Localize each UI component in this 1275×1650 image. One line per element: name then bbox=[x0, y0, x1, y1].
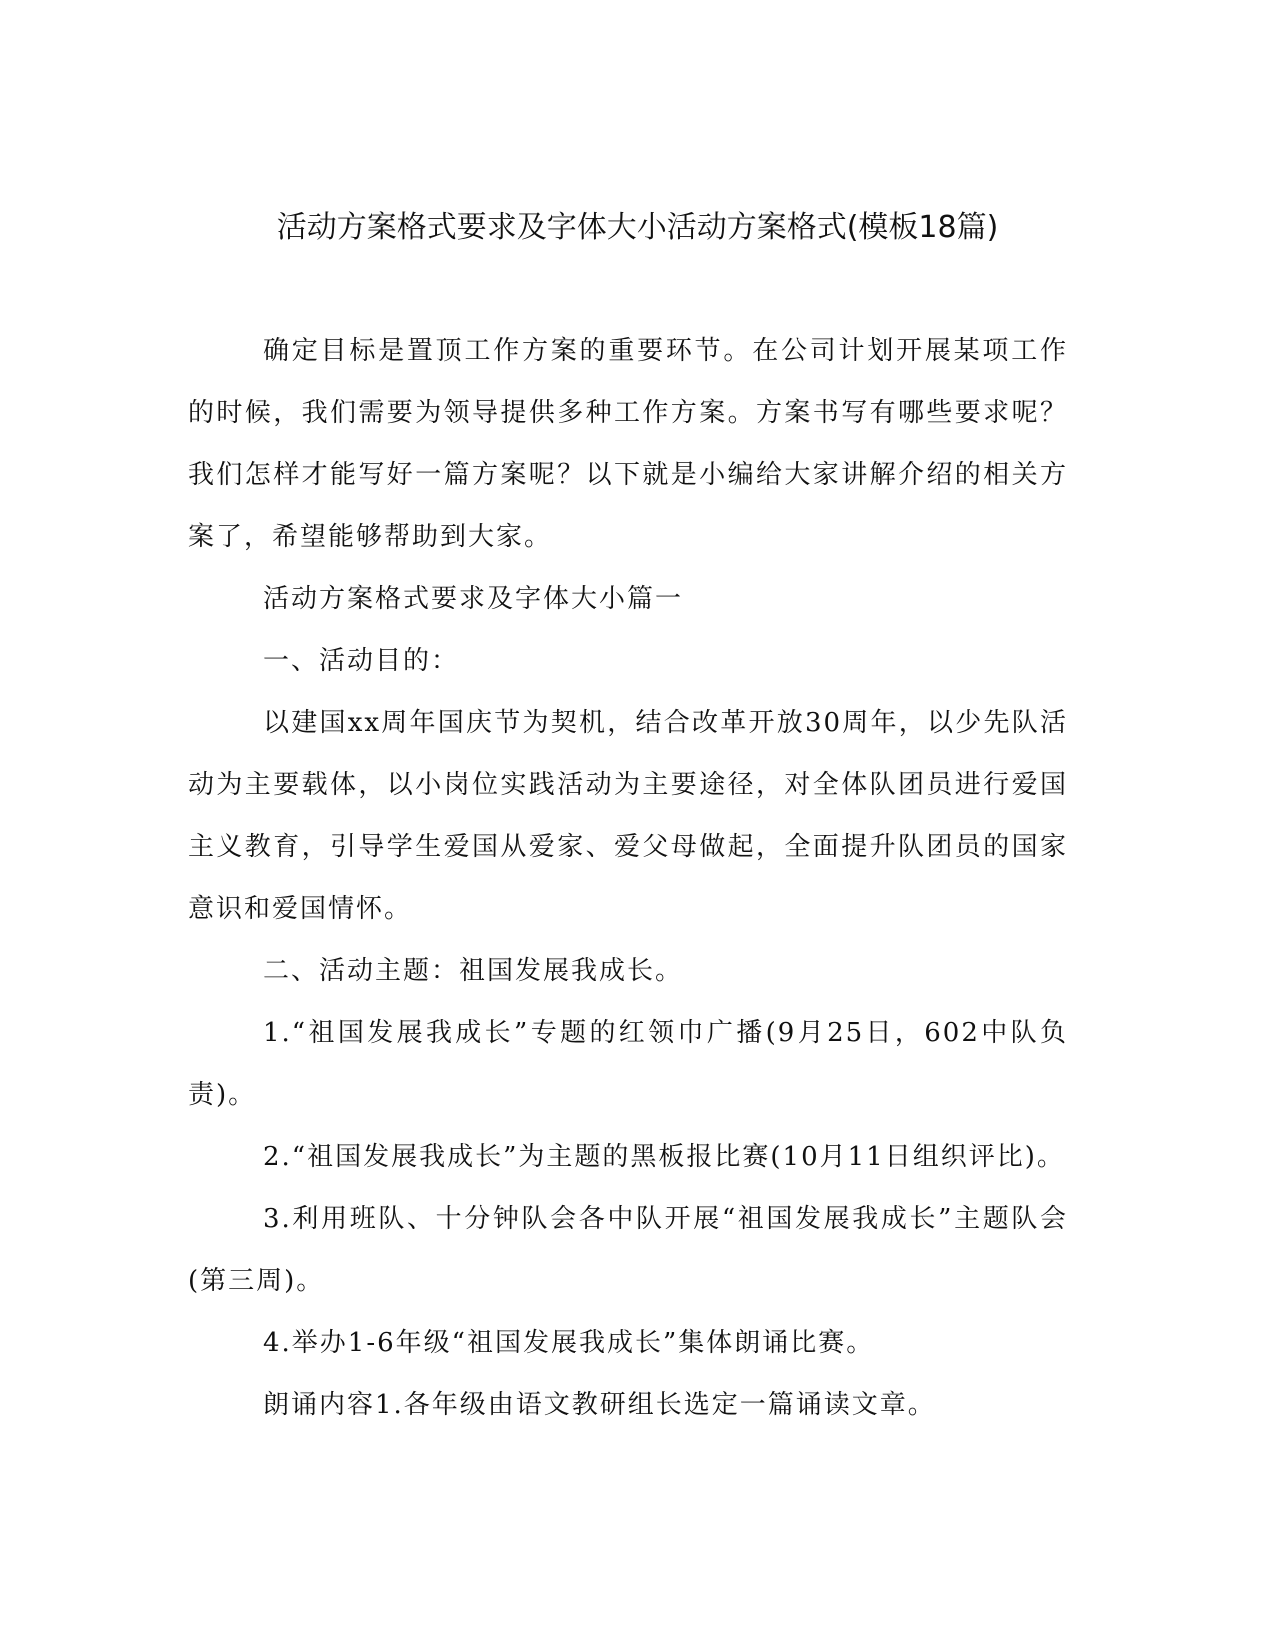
subheading-purpose: 一、活动目的： bbox=[263, 646, 460, 676]
document-body bbox=[188, 320, 1068, 1436]
list-item: 4.举办1-6年级“祖国发展我成长”集体朗诵比赛。 bbox=[263, 1328, 875, 1358]
purpose-paragraph: 以建国xx周年国庆节为契机，结合改革开放30周年，以少先队活动为主要载体，以小岗位实践活动为主要途径，对全体队团员进行爱国主义教育，引导学生爱国从爱家、爱父母做起，全面提升队团员的国家意识和爱国情怀。 bbox=[188, 708, 1068, 924]
list-item: 朗诵内容1.各年级由语文教研组长选定一篇诵读文章。 bbox=[263, 1390, 936, 1420]
intro-paragraph: 确定目标是置顶工作方案的重要环节。在公司计划开展某项工作的时候，我们需要为领导提供多种工作方案。方案书写有哪些要求呢？我们怎样才能写好一篇方案呢？以下就是小编给大家讲解介绍的相关方案了，希望能够帮助到大家。 bbox=[188, 336, 1068, 552]
document-title: 活动方案格式要求及字体大小活动方案格式(模板18篇) bbox=[276, 210, 999, 245]
list-item: 3.利用班队、十分钟队会各中队开展“祖国发展我成长”主题队会(第三周)。 bbox=[188, 1204, 1068, 1296]
subheading-theme: 二、活动主题：祖国发展我成长。 bbox=[263, 956, 684, 986]
list-item: 2.“祖国发展我成长”为主题的黑板报比赛(10月11日组织评比)。 bbox=[263, 1142, 1065, 1172]
list-item: 1.“祖国发展我成长”专题的红领巾广播(9月25日，602中队负责)。 bbox=[188, 1018, 1068, 1110]
section-heading: 活动方案格式要求及字体大小篇一 bbox=[263, 584, 684, 614]
